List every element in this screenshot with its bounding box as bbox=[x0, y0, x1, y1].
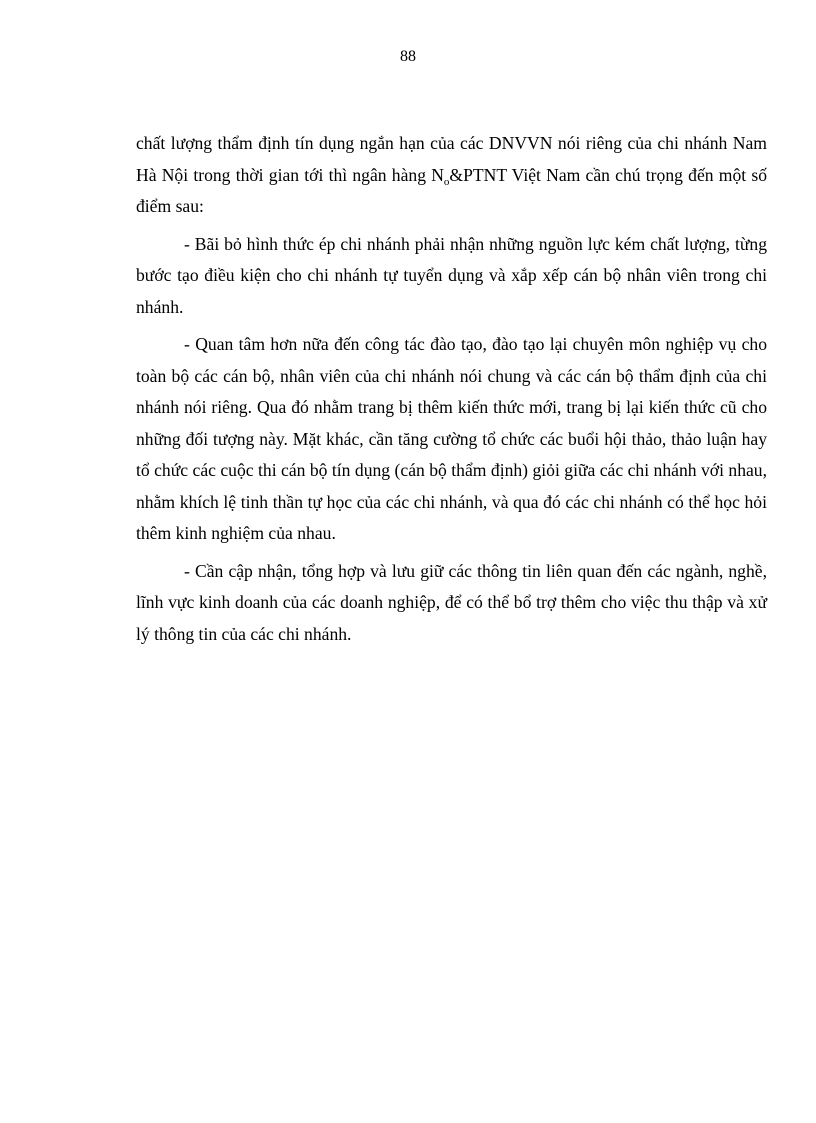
intro-paragraph bbox=[136, 128, 767, 223]
intro-subscript: o bbox=[443, 175, 450, 188]
point-paragraph-2: - Quan tâm hơn nữa đến công tác đào tạo, đào tạo lại chuyên môn nghiệp vụ cho toàn bộ các cán bộ, nhân viên của chi nhánh nói chung và các cán bộ thẩm định của chi nhánh nói riêng. Qua đó nhằm trang bị thêm kiến thức mới, trang bị lại kiến thức cũ cho những đối tượng này. Mặt khác, cần tăng cường tổ chức các buổi hội thảo, thảo luận hay tổ chức các cuộc thi cán bộ tín dụng (cán bộ thẩm định) giỏi giữa các chi nhánh với nhau, nhằm khích lệ tinh thần tự học của các chi nhánh, và qua đó các chi nhánh có thể học hỏi thêm kinh nghiệm của nhau. bbox=[136, 334, 767, 543]
point-paragraph-3: - Cần cập nhận, tổng hợp và lưu giữ các thông tin liên quan đến các ngành, nghề, lĩnh vực kinh doanh của các doanh nghiệp, để có thể bổ trợ thêm cho việc thu thập và xử lý thông tin của các chi nhánh. bbox=[136, 560, 767, 644]
intro-text-start: chất lượng thẩm định tín dụng ngắn hạn của các DNVVN nói riêng của chi nhánh Nam Hà Nội trong thời gian tới thì ngân hàng N bbox=[136, 133, 767, 185]
intro-text-end: &PTNT Việt Nam cần chú trọng đến một số điểm sau: bbox=[136, 164, 767, 216]
page-number: 88 bbox=[400, 48, 416, 65]
document-body bbox=[136, 128, 767, 656]
point-paragraph-1: - Bãi bỏ hình thức ép chi nhánh phải nhận những nguồn lực kém chất lượng, từng bước tạo điều kiện cho chi nhánh tự tuyển dụng và xắp xếp cán bộ nhân viên trong chi nhánh. bbox=[136, 233, 767, 317]
